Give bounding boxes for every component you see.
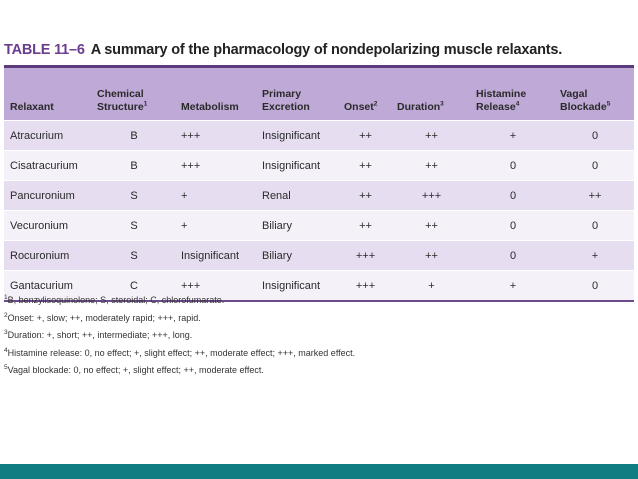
cell-primary-excretion: Insignificant (256, 121, 338, 151)
cell-chemical-structure: B (91, 121, 175, 151)
cell-primary-excretion: Biliary (256, 241, 338, 271)
cell-relaxant: Atracurium (4, 121, 91, 151)
table-row (4, 121, 634, 151)
cell-primary-excretion: Insignificant (256, 151, 338, 181)
cell-onset: ++ (338, 151, 391, 181)
col-header-primary-excretion: Primary Excretion (256, 67, 338, 121)
table-caption: A summary of the pharmacology of nondepolarizing muscle relaxants. (90, 42, 563, 58)
cell-onset: +++ (338, 271, 391, 302)
footnote: $^4$Histamine release: 0, no effect; +, slight effect; ++, moderate effect; +++, marked effect. (4, 346, 356, 358)
table-row (4, 181, 634, 211)
cell-metabolism: + (175, 181, 256, 211)
cell-metabolism: + (175, 211, 256, 241)
cell-onset: ++ (338, 121, 391, 151)
cell-vagal-blockade: 0 (554, 151, 634, 181)
cell-onset: ++ (338, 211, 391, 241)
cell-relaxant: Rocuronium (4, 241, 91, 271)
cell-histamine-release: 0 (470, 211, 554, 241)
cell-histamine-release: 0 (470, 241, 554, 271)
col-header-metabolism: Metabolism (175, 67, 256, 121)
header-row (4, 67, 634, 121)
col-header-chemical-structure: Chemical Structure$^1$ (91, 67, 175, 121)
cell-duration: ++ (391, 211, 470, 241)
cell-metabolism: +++ (175, 151, 256, 181)
cell-metabolism: Insignificant (175, 241, 256, 271)
col-header-onset: Onset$^2$ (338, 67, 391, 121)
table-row (4, 151, 634, 181)
cell-histamine-release: + (470, 271, 554, 302)
cell-vagal-blockade: 0 (554, 121, 634, 151)
cell-primary-excretion: Biliary (256, 211, 338, 241)
col-header-histamine-release: Histamine Release$^4$ (470, 67, 554, 121)
col-header-relaxant: Relaxant (4, 67, 91, 121)
col-header-duration: Duration$^3$ (391, 67, 470, 121)
cell-histamine-release: 0 (470, 181, 554, 211)
cell-vagal-blockade: ++ (554, 181, 634, 211)
cell-duration: ++ (391, 121, 470, 151)
pharmacology-table (4, 65, 634, 302)
cell-relaxant: Pancuronium (4, 181, 91, 211)
cell-primary-excretion: Insignificant (256, 271, 338, 302)
cell-relaxant: Vecuronium (4, 211, 91, 241)
cell-histamine-release: 0 (470, 151, 554, 181)
table-number: TABLE 11–6 (4, 42, 85, 58)
table-row (4, 211, 634, 241)
cell-histamine-release: + (470, 121, 554, 151)
cell-vagal-blockade: 0 (554, 211, 634, 241)
footnote: $^5$Vagal blockade: 0, no effect; +, slight effect; ++, moderate effect. (4, 364, 264, 376)
cell-chemical-structure: C (91, 271, 175, 302)
cell-relaxant: Gantacurium (4, 271, 91, 302)
cell-onset: +++ (338, 241, 391, 271)
footnotes (4, 292, 634, 380)
cell-duration: +++ (391, 181, 470, 211)
cell-primary-excretion: Renal (256, 181, 338, 211)
col-header-vagal-blockade: Vagal Blockade$^5$ (554, 67, 634, 121)
cell-metabolism: +++ (175, 271, 256, 302)
cell-vagal-blockade: 0 (554, 271, 634, 302)
cell-duration: + (391, 271, 470, 302)
cell-duration: ++ (391, 151, 470, 181)
footnote: $^1$B, benzylisoquinolone; S, steroidal; C, chlorofumarate. (4, 294, 225, 305)
cell-onset: ++ (338, 181, 391, 211)
table-title (4, 42, 634, 58)
table-row (4, 241, 634, 271)
cell-relaxant: Cisatracurium (4, 151, 91, 181)
cell-chemical-structure: S (91, 241, 175, 271)
footnote: $^2$Onset: +, slow; ++, moderately rapid; +++, rapid. (4, 311, 201, 323)
cell-metabolism: +++ (175, 121, 256, 151)
cell-duration: ++ (391, 241, 470, 271)
cell-chemical-structure: S (91, 181, 175, 211)
cell-vagal-blockade: + (554, 241, 634, 271)
footnote: $^3$Duration: +, short; ++, intermediate; +++, long. (4, 329, 193, 341)
cell-chemical-structure: S (91, 211, 175, 241)
cell-chemical-structure: B (91, 151, 175, 181)
footer-bar (0, 464, 638, 479)
